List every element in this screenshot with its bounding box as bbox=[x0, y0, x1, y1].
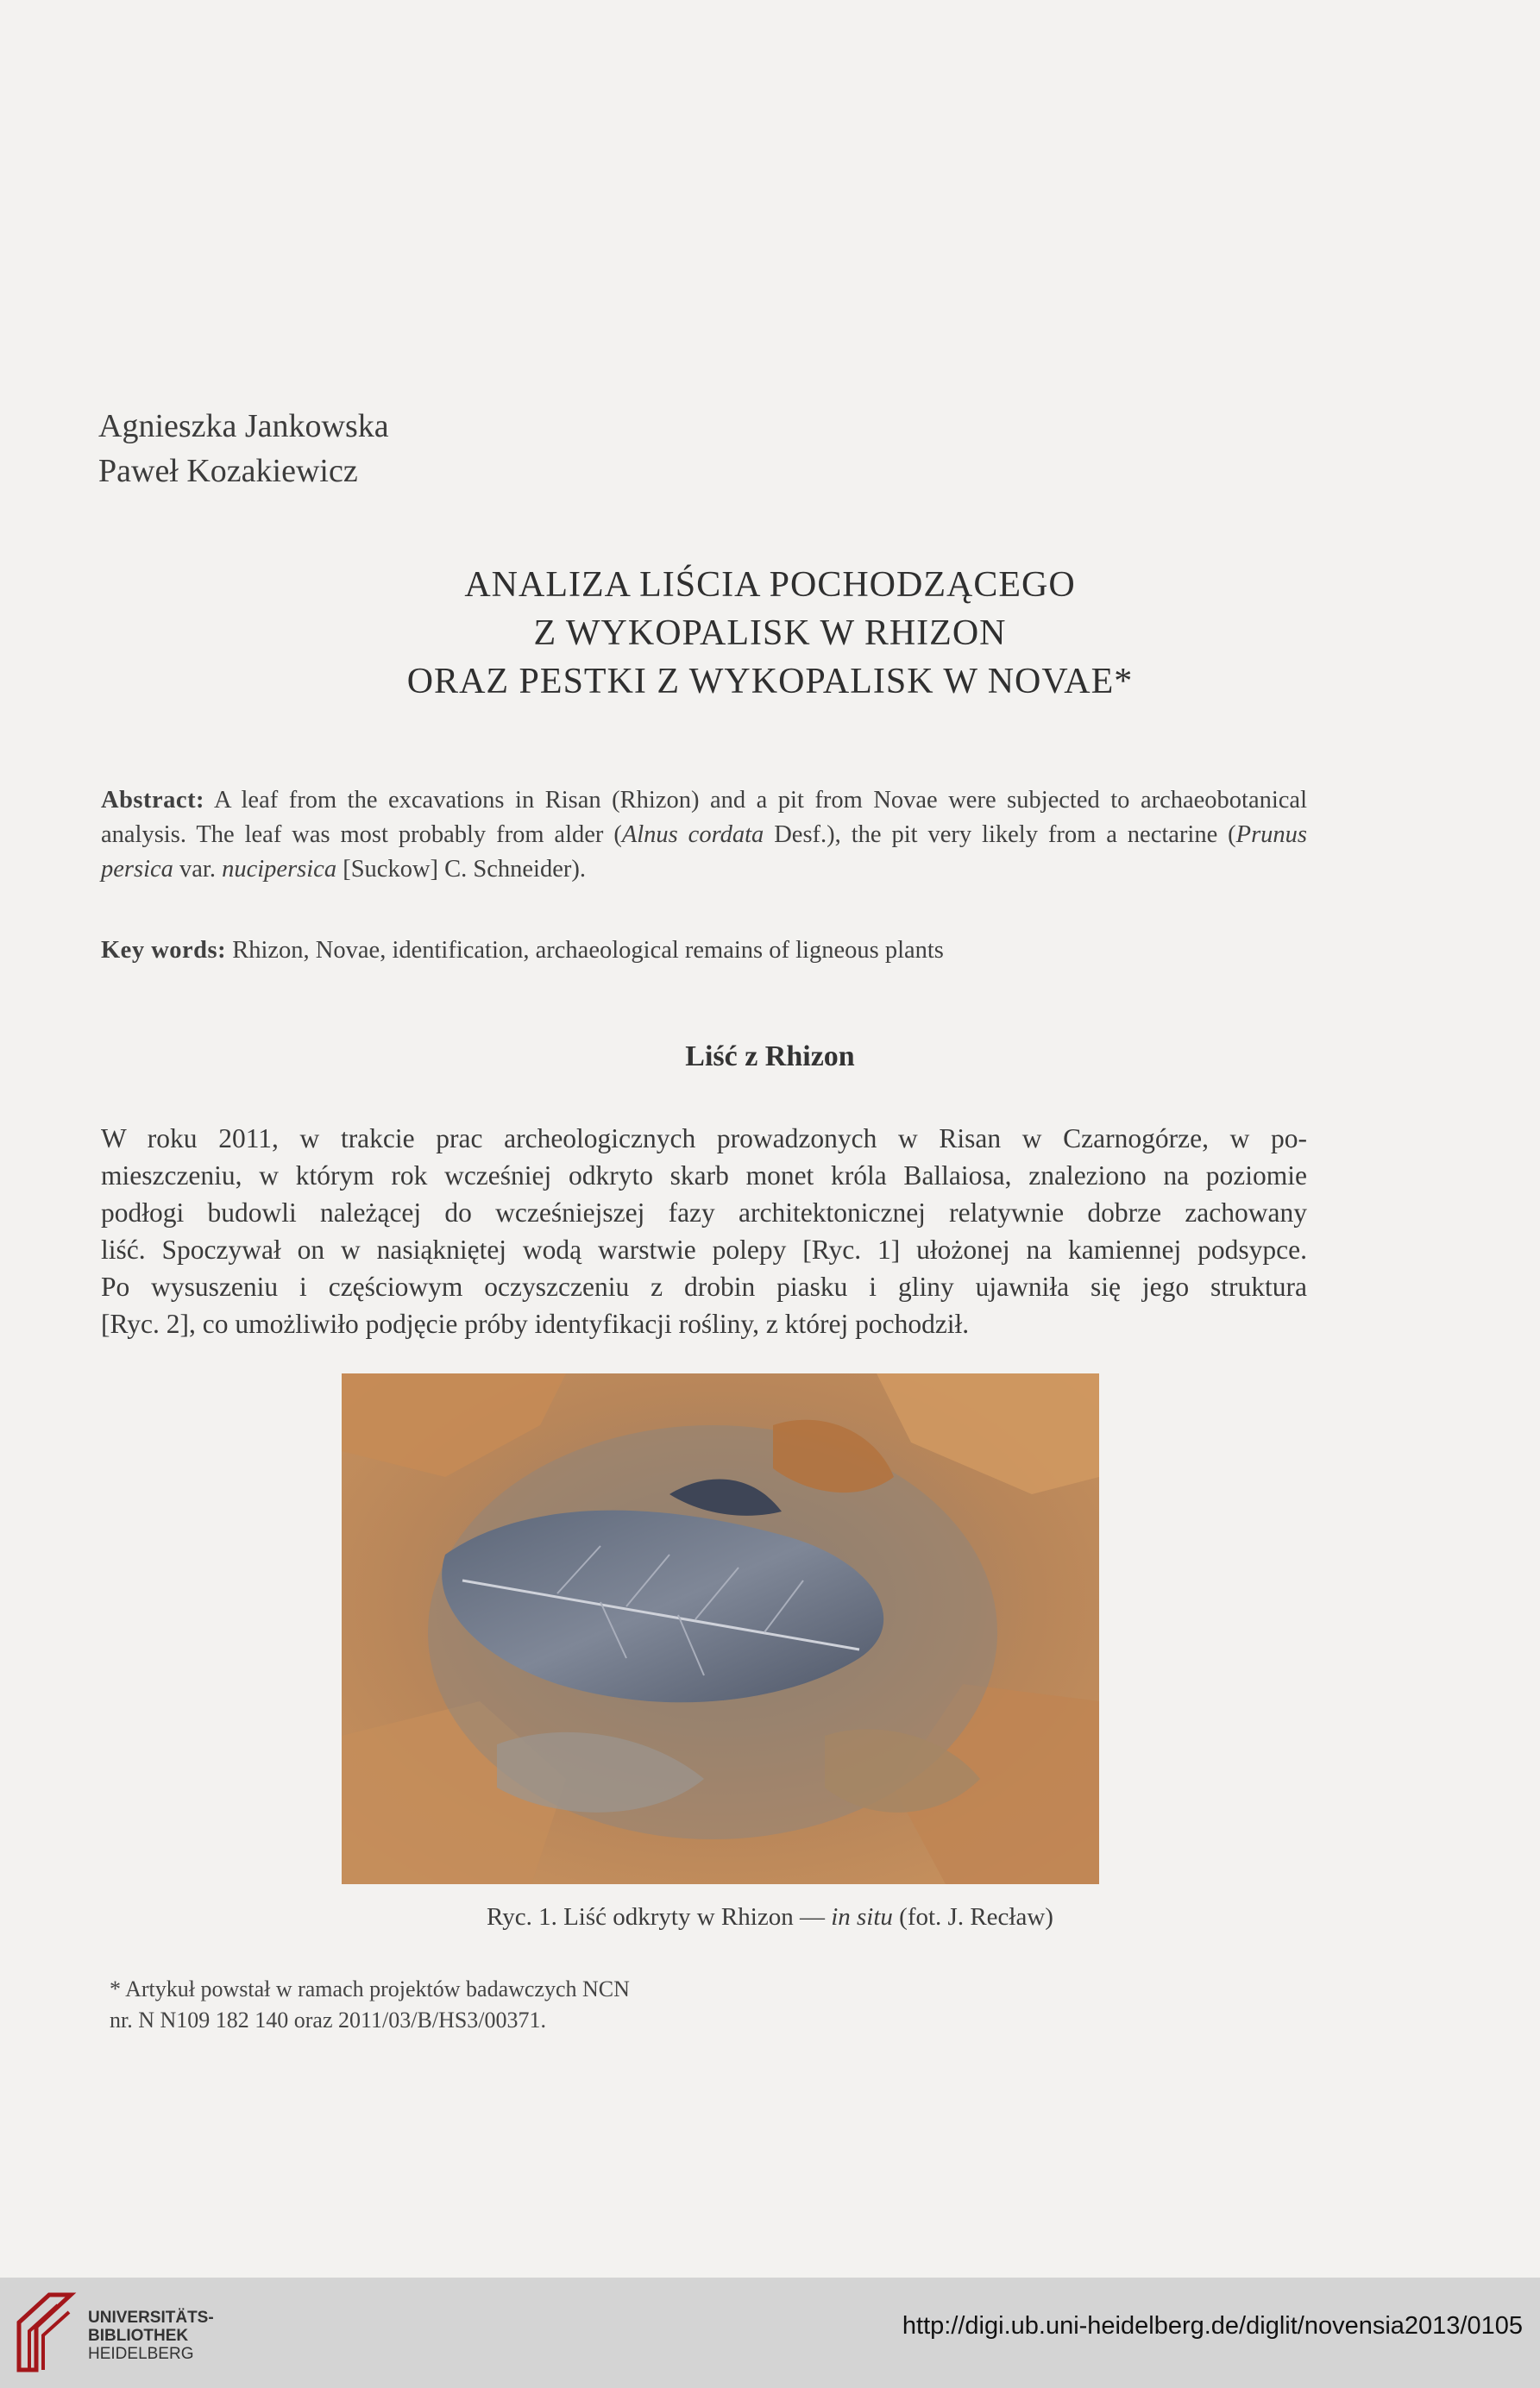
abstract bbox=[101, 783, 1307, 887]
body-line: Po wysuszeniu i częściowym oczyszczeniu z drobin piasku i gliny ujawniła się jego struktura bbox=[101, 1272, 1307, 1302]
title-line: ORAZ PESTKI Z WYKOPALISK W NOVAE* bbox=[406, 662, 1134, 701]
footnote-line: nr. N N109 182 140 oraz 2011/03/B/HS3/00371. bbox=[110, 2008, 547, 2033]
author-name: Agnieszka Jankowska bbox=[98, 408, 389, 444]
document-url-link[interactable]: http://digi.ub.uni-heidelberg.de/diglit/novensia2013/0105 bbox=[902, 2312, 1523, 2340]
title-line: ANALIZA LIŚCIA POCHODZĄCEGO bbox=[464, 565, 1076, 605]
section-heading: Liść z Rhizon bbox=[685, 1040, 855, 1072]
abstract-species: Prunus persica bbox=[101, 821, 1307, 883]
body-line: [Ryc. 2], co umożliwiło podjęcie próby identyfikacji rośliny, z której pochodził. bbox=[101, 1309, 970, 1339]
abstract-text: var. bbox=[173, 856, 223, 883]
abstract-species: nucipersica bbox=[222, 856, 337, 883]
library-name-line: BIBLIOTHEK bbox=[88, 2327, 189, 2345]
body-line: podłogi budowli należącej do wcześniejszej fazy architektonicznej relatywnie dobrze zachowany bbox=[101, 1197, 1307, 1228]
figure-caption bbox=[0, 1903, 1540, 1932]
author-name: Paweł Kozakiewicz bbox=[98, 453, 358, 489]
library-logo-icon bbox=[10, 2288, 79, 2378]
caption-text: (fot. J. Recław) bbox=[892, 1903, 1053, 1931]
library-name-line: UNIVERSITÄTS- bbox=[88, 2309, 214, 2327]
library-name bbox=[88, 2309, 214, 2363]
footnote bbox=[110, 1974, 630, 2036]
abstract-text: Desf.), the pit very likely from a nectarine ( bbox=[764, 821, 1236, 848]
body-line: liść. Spoczywał on w nasiąkniętej wodą warstwie polepy [Ryc. 1] ułożonej na kamiennej podsypce. bbox=[101, 1235, 1307, 1265]
library-footer bbox=[0, 2278, 1540, 2388]
body-paragraph bbox=[101, 1120, 1307, 1342]
caption-italic: in situ bbox=[831, 1903, 893, 1931]
body-line: mieszczeniu, w którym rok wcześniej odkryto skarb monet króla Ballaiosa, znaleziono na poziomie bbox=[101, 1160, 1307, 1191]
article-title bbox=[0, 561, 1540, 706]
abstract-label: Abstract: bbox=[101, 787, 205, 814]
body-line: W roku 2011, w trakcie prac archeologicznych prowadzonych w Risan w Czarnogórze, w po- bbox=[101, 1123, 1307, 1153]
abstract-species: Alnus cordata bbox=[621, 821, 764, 848]
authors bbox=[98, 404, 389, 493]
keywords-label: Key words: bbox=[101, 937, 227, 964]
leaf-photo bbox=[342, 1373, 1099, 1884]
keywords bbox=[101, 933, 1307, 968]
caption-text: Ryc. 1. Liść odkryty w Rhizon — bbox=[487, 1903, 832, 1931]
title-line: Z WYKOPALISK W RHIZON bbox=[533, 613, 1007, 653]
abstract-text: A leaf from the excavations in Risan (Rhizon) and a pit from Novae were subjected to archaeobotanical analysis. The leaf was most probably from alder ( bbox=[101, 787, 1307, 848]
abstract-text: [Suckow] C. Schneider). bbox=[336, 856, 586, 883]
footnote-line: * Artykuł powstał w ramach projektów badawczych NCN bbox=[110, 1976, 630, 2002]
library-name-line: HEIDELBERG bbox=[88, 2345, 194, 2363]
keywords-text: Rhizon, Novae, identification, archaeological remains of ligneous plants bbox=[226, 937, 944, 964]
